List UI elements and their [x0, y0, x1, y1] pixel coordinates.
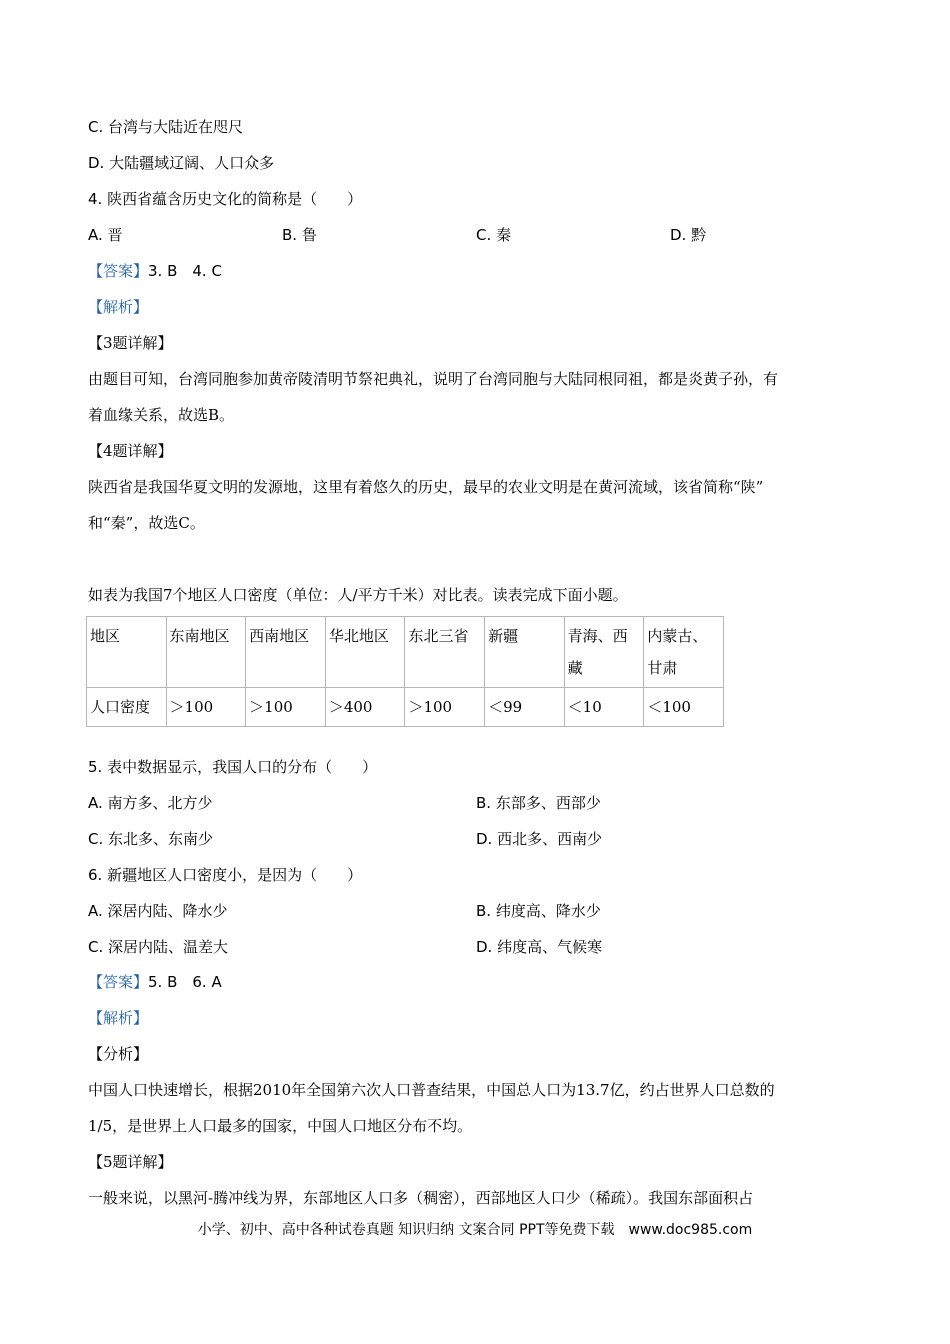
answer-line-2 — [88, 972, 222, 992]
jiexi-label-1: 【解析】 — [88, 298, 149, 316]
q4-detail-line-2: 和“秦”，故选C。 — [88, 514, 205, 532]
q3-detail-line-1: 由题目可知，台湾同胞参加黄帝陵清明节祭祀典礼，说明了台湾同胞与大陆同根同祖，都是炎黄子孙，有 — [88, 370, 779, 388]
table-cell: ＜99 — [485, 688, 565, 727]
table-header-cell: 新疆 — [485, 617, 565, 688]
table-cell: ＞100 — [166, 688, 246, 727]
q4-option-d: D. 黔 — [670, 226, 707, 244]
table-header-cell: 西南地区 — [246, 617, 326, 688]
q3-detail-heading: 【3题详解】 — [88, 334, 173, 352]
table-intro: 如表为我国7个地区人口密度（单位：人/平方千米）对比表。读表完成下面小题。 — [88, 586, 628, 604]
page-footer: 小学、初中、高中各种试卷真题 知识归纳 文案合同 PPT等免费下载 www.doc985.com — [197, 1222, 753, 1238]
q3-detail-line-2: 着血缘关系，故选B。 — [88, 406, 235, 424]
table-cell: ＞100 — [405, 688, 485, 727]
table-cell: ＞100 — [246, 688, 326, 727]
table-header-cell: 青海、西藏 — [564, 617, 644, 688]
table-cell: ＞400 — [325, 688, 405, 727]
answer-text: 3. B 4. C — [148, 262, 222, 280]
q5-detail-heading: 【5题详解】 — [88, 1153, 173, 1171]
table-header-cell: 华北地区 — [325, 617, 405, 688]
q5-detail-line-1: 一般来说，以黑河-腾冲线为界，东部地区人口多（稠密），西部地区人口少（稀疏）。我国东部面积占 — [88, 1189, 754, 1207]
q5-stem: 5. 表中数据显示，我国人口的分布（ ） — [88, 758, 378, 776]
q4-option-a: A. 晋 — [88, 226, 123, 244]
table-header-cell: 东北三省 — [405, 617, 485, 688]
q6-option-d: D. 纬度高、气候寒 — [476, 938, 603, 956]
q6-stem: 6. 新疆地区人口密度小，是因为（ ） — [88, 866, 363, 884]
q5-option-a: A. 南方多、北方少 — [88, 794, 213, 812]
q6-option-b: B. 纬度高、降水少 — [476, 902, 601, 920]
analysis-line-1: 中国人口快速增长，根据2010年全国第六次人口普查结果，中国总人口为13.7亿，约占世界人口总数的 — [88, 1081, 775, 1099]
q4-option-c: C. 秦 — [476, 226, 512, 244]
q3-option-c: C. 台湾与大陆近在咫尺 — [88, 118, 244, 136]
q3-option-d: D. 大陆疆域辽阔、人口众多 — [88, 154, 275, 172]
table-header-cell: 地区 — [87, 617, 167, 688]
table-header-cell: 东南地区 — [166, 617, 246, 688]
jiexi-label-2: 【解析】 — [88, 1009, 149, 1027]
answer-text: 5. B 6. A — [148, 973, 222, 991]
q6-option-a: A. 深居内陆、降水少 — [88, 902, 228, 920]
table-header-row — [87, 617, 724, 688]
q4-detail-line-1: 陕西省是我国华夏文明的发源地，这里有着悠久的历史，最早的农业文明是在黄河流域，该省简称“陕” — [88, 478, 764, 496]
table-cell: 人口密度 — [87, 688, 167, 727]
table-cell: ＜100 — [644, 688, 724, 727]
q5-option-c: C. 东北多、东南少 — [88, 830, 214, 848]
q4-option-b: B. 鲁 — [282, 226, 317, 244]
table-cell: ＜10 — [564, 688, 644, 727]
answer-label: 【答案】 — [88, 262, 149, 280]
table-row — [87, 688, 724, 727]
analysis-line-2: 1/5，是世界上人口最多的国家，中国人口地区分布不均。 — [88, 1117, 473, 1135]
q4-stem: 4. 陕西省蕴含历史文化的简称是（ ） — [88, 190, 363, 208]
q6-option-c: C. 深居内陆、温差大 — [88, 938, 229, 956]
analysis-heading: 【分析】 — [88, 1045, 149, 1063]
q5-option-d: D. 西北多、西南少 — [476, 830, 603, 848]
q5-option-b: B. 东部多、西部少 — [476, 794, 601, 812]
population-density-table — [86, 616, 724, 727]
answer-line-1 — [88, 261, 222, 281]
table-header-cell: 内蒙古、甘肃 — [644, 617, 724, 688]
q4-detail-heading: 【4题详解】 — [88, 442, 173, 460]
answer-label: 【答案】 — [88, 973, 149, 991]
